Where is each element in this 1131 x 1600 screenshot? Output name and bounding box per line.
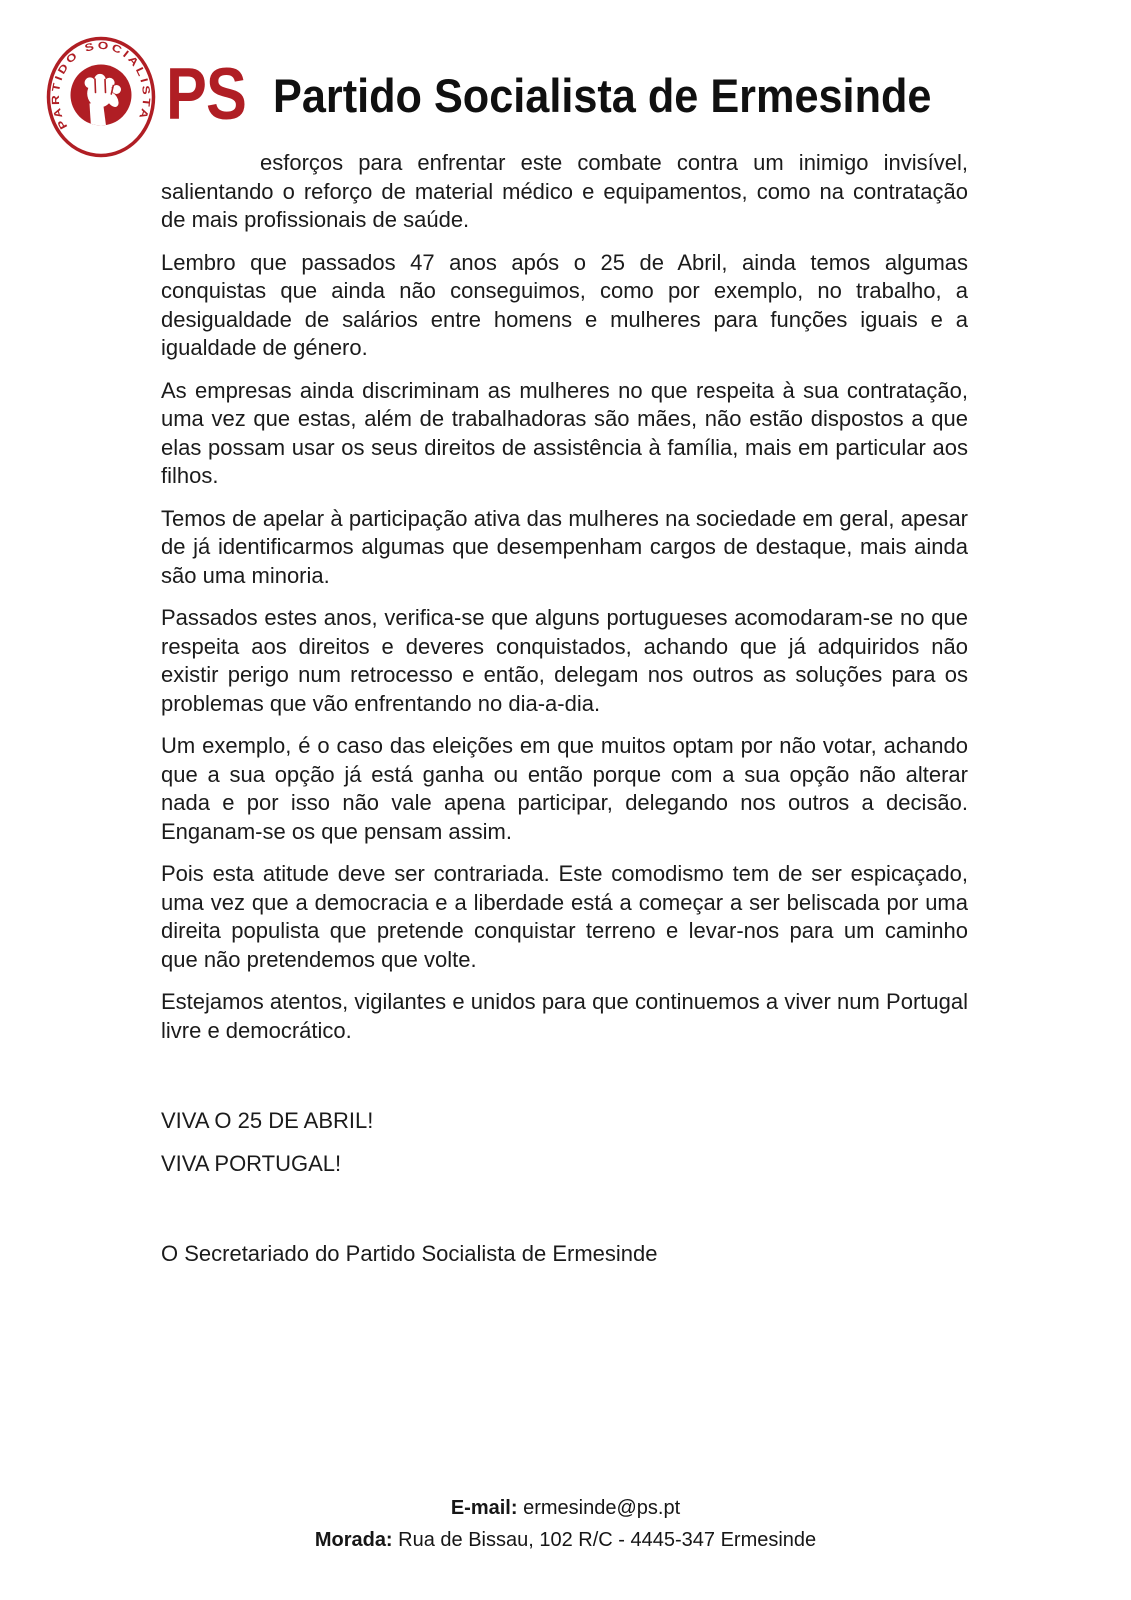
logo-ring-text: PARTIDO SOCIALISTA: [49, 39, 153, 132]
footer-email-line: [0, 1492, 1131, 1524]
paragraph-3: As empresas ainda discriminam as mulheres no que respeita à sua contratação, uma vez que estas, além de trabalhadoras são mães, não estão dispostos a que elas possam usar os seus direitos de assistência à família, mais em particular aos filhos.: [161, 377, 968, 488]
footer-address-line: [0, 1524, 1131, 1556]
paragraph-5: Passados estes anos, verifica-se que alguns portugueses acomodaram-se no que respeita aos direitos e deveres conquistados, achando que já adquiridos não existir perigo num retrocesso e então, delegam nos outros as soluções para os problemas que vão enfrentando no dia-a-dia.: [161, 605, 968, 716]
signature-line: O Secretariado do Partido Socialista de Ermesinde: [161, 1241, 658, 1266]
paragraph-4: Temos de apelar à participação ativa das mulheres na sociedade em geral, apesar de já identificarmos algumas que desempenham cargos de destaque, mais ainda são uma minoria.: [161, 505, 968, 588]
paragraph-8: Estejamos atentos, vigilantes e unidos para que continuemos a viver num Portugal livre e democrático.: [161, 989, 968, 1043]
paragraph-1: esforços para enfrentar este combate contra um inimigo invisível, salientando o reforço de material médico e equipamentos, como na contratação de mais profissionais de saúde.: [161, 150, 968, 232]
email-value: ermesinde@ps.pt: [523, 1497, 681, 1519]
address-value: Rua de Bissau, 102 R/C - 4445-347 Ermesinde: [398, 1529, 817, 1551]
page-title: Partido Socialista de Ermesinde: [273, 69, 932, 122]
paragraph-7: Pois esta atitude deve ser contrariada. Este comodismo tem de ser espicaçado, uma vez que a democracia e a liberdade está a começar a ser beliscada por uma direita populista que pretende conquistar terreno e levar-nos para um caminho que não pretendemos que volte.: [161, 861, 968, 972]
slogan-viva-portugal: VIVA PORTUGAL!: [161, 1150, 342, 1176]
paragraph-6: Um exemplo, é o caso das eleições em que muitos optam por não votar, achando que a sua opção já está ganha ou então porque com a sua opção não alterar nada e por isso não vale apena participar, delegando nos outros a decisão. Enganam-se os que pensam assim.: [161, 733, 968, 844]
ps-monogram: PS: [166, 54, 247, 135]
email-label: E-mail:: [450, 1497, 518, 1519]
paragraph-2: Lembro que passados 47 anos após o 25 de Abril, ainda temos algumas conquistas que ainda não conseguimos, como por exemplo, no trabalho, a desigualdade de salários entre homens e mulheres para funções iguais e a igualdade de género.: [161, 249, 968, 360]
slogan-viva-25-abril: VIVA O 25 DE ABRIL!: [161, 1108, 374, 1133]
footer-contact: [0, 1492, 1131, 1556]
address-label: Morada:: [314, 1529, 393, 1551]
ps-party-logo: [46, 36, 156, 158]
